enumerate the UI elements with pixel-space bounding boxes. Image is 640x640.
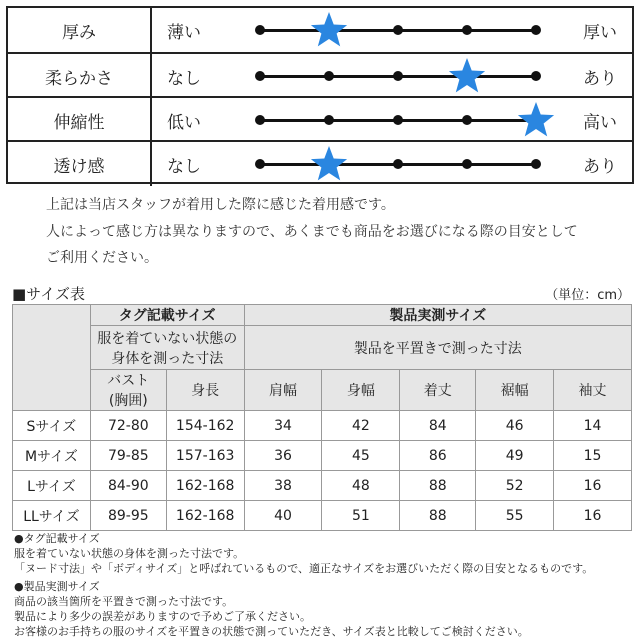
actual-size-subheader: 製品を平置きで測った寸法	[244, 326, 631, 370]
col-bust-line-b: (胸囲)	[108, 393, 148, 409]
feel-low-label: 低い	[167, 112, 201, 133]
scale-dot	[255, 25, 265, 35]
cell: 16	[554, 501, 632, 531]
cell: 84-90	[90, 471, 166, 501]
feel-label: 伸縮性	[8, 98, 152, 142]
cell: 42	[322, 411, 400, 441]
feel-label: 柔らかさ	[8, 54, 152, 98]
feel-high-label: あり	[583, 156, 617, 177]
feel-high-label: あり	[583, 68, 617, 89]
cell: 79-85	[90, 441, 166, 471]
cell: 52	[476, 471, 554, 501]
scale-dot	[324, 71, 334, 81]
cell: 48	[322, 471, 400, 501]
footnote-7: お客様のお手持ちの服のサイズを平置きの状態で測っていただき、サイズ表と比較してご検討ください。	[14, 625, 529, 638]
feel-row-thickness	[8, 8, 632, 52]
feel-low-label: なし	[167, 156, 201, 177]
note-line-1: 上記は当店スタッフが着用した際に感じた着用感です。	[46, 197, 395, 213]
feel-table	[6, 6, 634, 184]
scale-dot	[393, 159, 403, 169]
tag-size-subheader	[90, 326, 244, 370]
note-line-2	[46, 221, 578, 241]
scale-dot	[462, 25, 472, 35]
scale-dot	[462, 159, 472, 169]
cell: 34	[244, 411, 322, 441]
table-row	[13, 441, 632, 471]
footnote-3: 「ヌード寸法」や「ボディサイズ」と呼ばれているもので、適正なサイズをお選びいただく際の目安となるものです。	[14, 562, 594, 575]
feel-row-stretch	[8, 96, 632, 142]
size-name: LLサイズ	[13, 501, 91, 531]
size-table	[12, 304, 632, 531]
scale-dot	[255, 159, 265, 169]
cell: 45	[322, 441, 400, 471]
col-header-body-width: 身幅	[322, 370, 400, 411]
cell: 51	[322, 501, 400, 531]
scale-dot	[255, 71, 265, 81]
table-row	[13, 411, 632, 441]
cell: 15	[554, 441, 632, 471]
star-icon	[309, 144, 349, 184]
star-icon	[309, 10, 349, 50]
size-table-title: ■サイズ表	[12, 285, 85, 303]
col-header-sleeve: 袖丈	[554, 370, 632, 411]
table-row	[13, 501, 632, 531]
col-header-hem-width: 裾幅	[476, 370, 554, 411]
cell: 162-168	[166, 471, 244, 501]
tag-sub-line-a: 服を着ていない状態の	[97, 330, 238, 347]
cell: 55	[476, 501, 554, 531]
feel-row-softness	[8, 52, 632, 98]
col-header-shoulder: 肩幅	[244, 370, 322, 411]
footnote-1: ●タグ記載サイズ	[14, 532, 100, 545]
footnote-2: 服を着ていない状態の身体を測った寸法です。	[14, 547, 245, 560]
unit-label: （単位：cm）	[545, 288, 630, 303]
scale-dot	[531, 159, 541, 169]
feel-scale	[248, 142, 548, 186]
cell: 49	[476, 441, 554, 471]
cell: 89-95	[90, 501, 166, 531]
table-row	[13, 471, 632, 501]
actual-size-header: 製品実測サイズ	[244, 305, 631, 326]
note-line-3: ご利用ください。	[46, 250, 158, 266]
tag-sub-line-b: 身体を測った寸法	[111, 350, 224, 367]
corner-cell	[13, 305, 91, 411]
scale-dot	[255, 115, 265, 125]
footnote-5: 商品の該当箇所を平置きで測った寸法です。	[14, 595, 234, 608]
feel-low-label: なし	[167, 68, 201, 89]
cell: 16	[554, 471, 632, 501]
feel-scale	[248, 8, 548, 52]
feel-scale	[248, 54, 548, 98]
feel-label: 厚み	[8, 8, 152, 52]
cell: 14	[554, 411, 632, 441]
scale-dot	[531, 25, 541, 35]
scale-dot	[531, 71, 541, 81]
cell: 86	[400, 441, 476, 471]
scale-dot	[393, 71, 403, 81]
feel-scale	[248, 98, 548, 142]
cell: 84	[400, 411, 476, 441]
cell: 72-80	[90, 411, 166, 441]
cell: 88	[400, 501, 476, 531]
cell: 162-168	[166, 501, 244, 531]
scale-dot	[324, 115, 334, 125]
cell: 46	[476, 411, 554, 441]
note-line-2a: 人によって感じ方は異なりますので、あくまでも商品をお選びになる際の目安として	[46, 224, 578, 240]
tag-size-header: タグ記載サイズ	[90, 305, 244, 326]
star-icon	[516, 100, 556, 140]
cell: 36	[244, 441, 322, 471]
size-name: Sサイズ	[13, 411, 91, 441]
feel-low-label: 薄い	[167, 22, 201, 43]
scale-dot	[393, 25, 403, 35]
cell: 88	[400, 471, 476, 501]
size-name: Lサイズ	[13, 471, 91, 501]
star-icon	[447, 56, 487, 96]
footnote-4: ●製品実測サイズ	[14, 580, 100, 593]
feel-label: 透け感	[8, 142, 152, 186]
cell: 40	[244, 501, 322, 531]
scale-dot	[393, 115, 403, 125]
col-header-length: 着丈	[400, 370, 476, 411]
col-header-height: 身長	[166, 370, 244, 411]
size-name: Mサイズ	[13, 441, 91, 471]
col-bust-line-a: バスト	[107, 373, 150, 389]
feel-high-label: 厚い	[583, 22, 617, 43]
cell: 154-162	[166, 411, 244, 441]
feel-high-label: 高い	[583, 112, 617, 133]
cell: 157-163	[166, 441, 244, 471]
col-header-bust	[90, 370, 166, 411]
feel-row-sheerness	[8, 140, 632, 186]
cell: 38	[244, 471, 322, 501]
footnote-6: 製品により多少の誤差がありますので予めご了承ください。	[14, 610, 311, 623]
scale-dot	[462, 115, 472, 125]
